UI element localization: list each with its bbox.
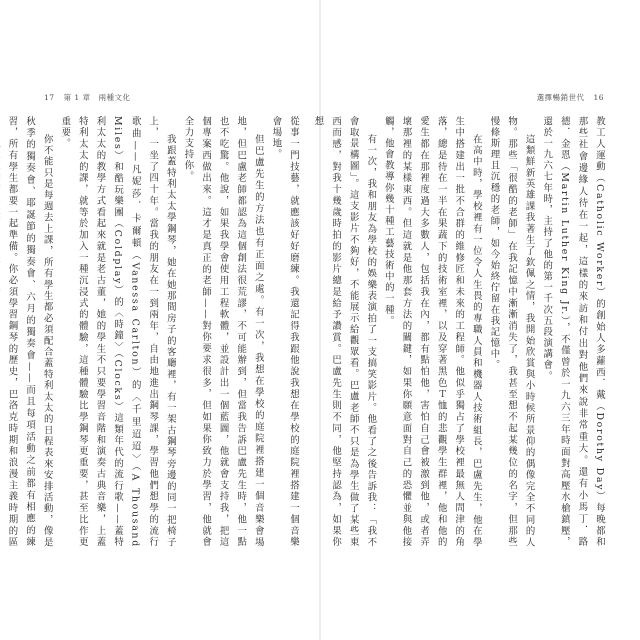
paragraph: 這類鮮新英雄課我著生了欽佩之情，我開始欣賞與小時候所景仰的偶像完全不同的人物。那些「很酷的老師」在我記憶中漸漸消失了，我甚至想不起某幾位的名字，但那些慢條斯理且沉穩的老師，如今始終佇留在我記憶中。 — [488, 116, 535, 548]
paragraph: 從事一門技藝，就應該好好磨練。我還記得我跟他說我想在學校的庭院裡搭建一個音樂會場地。 — [270, 116, 299, 548]
right-page-body — [312, 116, 608, 548]
paragraph: 教工人運動（Catholic Worker）的創始人多蘿西．戴（Dorothy Day）每晚都和那些社會邊緣人待在一起，這樣的來訪和付出對他們來說非常重大。還有小馬丁．路德．金恩（Martin Luther King Jr.），不僅曾於一九六三年時面對高壓水槍鎮壓，還於一九六七年時，主持了他的第一千次五段演講會。 — [541, 116, 605, 548]
right-running-head: 選擇暢銷世代 — [536, 93, 585, 102]
left-page-body — [6, 116, 302, 548]
paragraph: 在高中時，學校裡有一位令人生畏的專職人員和機器人技術組長，巴盧先生，他在學生中搭建出一批不合群的維修匠和未來的工程師。他似乎獨占了學校裡最無人問津的角落，總是待在一半在果蔬下的技術室裡，以及穿著黑色Ｔ恤的悲觀學生群裡，他和他的愛生都在那裡度過大多數人，包括我在內，都有點怕他，害怕自己會被激到他，或者弄壞那裡的某樣東西。但這就是他那套方法的關鍵，如果你願意面對自己的恐懼並與他接觸，他會教導你幾十種工藝技術中的一種。 — [382, 116, 482, 548]
paragraph: 但巴盧先生的方法也有正面之處。有一次，我想在學校的庭院裡搭建一個音樂會場地，但巴盧老師都認為這個創法很荒謬，不可能辦到，但當我告訴巴盧先生時，他一點也不吃驚。他說，如果我學會使用工程軟體，並設計出一個藍圖，他就會支持我，把這個專案西做出來。這才是真正的老師——對你要求很多，但如果你致力於學習，他就會全力支持你。 — [182, 116, 264, 548]
right-page-header — [537, 92, 610, 103]
paragraph: 我跟蓋特利太太學鋼琴，她在她那間房子的客廳裡，有一架古鋼琴旁邊的同一把椅子上，一坐了四十年。當我的朋友在一到兩年，自由地進出鋼琴課，學習他們想學的流行歌曲——凡妮莎．卡爾頓（Vanessa Carlton）的〈千里迢迢〉（A Thousand Miles）和酷玩樂團（Coldplay）的〈時鐘〉（Clocks）這類年代的流行歌——蓋特利太太的教學方式看起來就是老古董，她的學生不只要學習音階和演奏古典音樂，上蓋特利太太的課，就等於加入一種沉浸式的體驗，這種體驗比學鋼琴更重要，甚至比作更重要。 — [59, 116, 176, 548]
paragraph: 你不能只是每週去上課，所有學生都必須配合蓋特利太太的日程表來安排活動，像是秋季的獨奏會、耶誕節的獨奏會、六月的獨奏會——而且每項活動之前都有相應的練習，所有學生都要一起準備。你必須學習鋼琴的歷史，巴洛克時期和浪漫主義時期的區 — [6, 116, 53, 548]
left-running-head: 第 1 章 兩種文化 — [63, 93, 131, 102]
paragraph: 有一次，我和朋友為學校的娛樂表演拍了一支搞笑影片。他看了之後告訴我：「我不會取景構圖」。這支影片不夠好，不能展示給觀眾看。巴盧老師不只是為學生做了某些東西而感，對我十幾歲時拍的影片總是給予讚賞。巴盧先生則不同，他堅持認為，如果你想 — [312, 116, 377, 548]
left-page-number: 17 — [44, 93, 55, 102]
right-page-number: 16 — [593, 93, 604, 102]
left-page-header — [38, 92, 130, 103]
